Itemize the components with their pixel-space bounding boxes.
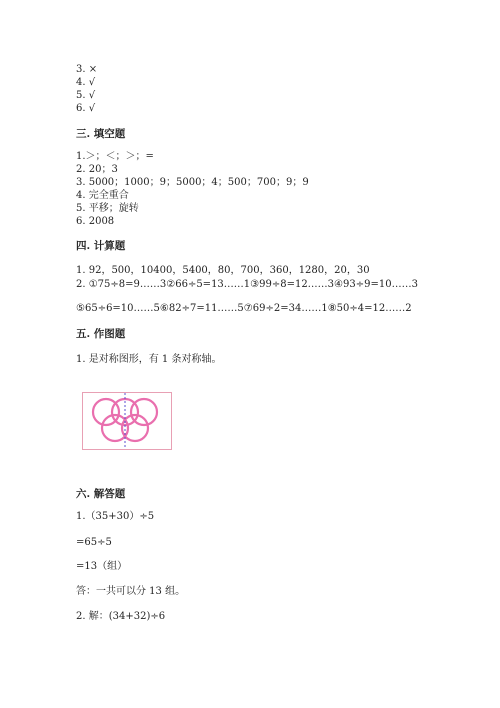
solve-question-2: 2. 解：(34+32)÷6 xyxy=(76,611,166,622)
fill-answer-5: 5. 平移；旋转 xyxy=(76,203,139,214)
draw-answer-1: 1. 是对称图形，有 1 条对称轴。 xyxy=(76,354,222,365)
solve-step-3: =13（组） xyxy=(76,561,128,572)
section-heading-calc: 四. 计算题 xyxy=(76,240,126,252)
judge-answer-4: 4. √ xyxy=(76,77,96,88)
fill-answer-4: 4. 完全重合 xyxy=(76,190,129,201)
fill-answer-6: 6. 2008 xyxy=(76,216,115,227)
fill-answer-3: 3. 5000；1000；9；5000；4；500；700；9；9 xyxy=(76,177,309,188)
solve-step-1: 1.（35+30）÷5 xyxy=(76,511,155,522)
section-heading-fill: 三. 填空题 xyxy=(76,128,126,140)
fill-answer-2: 2. 20；3 xyxy=(76,164,118,175)
solve-answer-1: 答：一共可以分 13 组。 xyxy=(76,586,186,597)
solve-step-2: =65÷5 xyxy=(76,537,112,548)
olympic-rings-figure xyxy=(82,392,172,450)
calc-answer-2-cont: ⑤65÷6=10……5⑥82÷7=11……5⑦69÷2=34……1⑧50÷4=12……2 xyxy=(76,303,412,314)
calc-answer-2: 2. ①75÷8=9……3②66÷5=13……1③99÷8=12……3④93÷9=10……3 xyxy=(76,279,418,290)
judge-answer-5: 5. √ xyxy=(76,90,96,101)
judge-answer-6: 6. √ xyxy=(76,103,96,114)
section-heading-draw: 五. 作图题 xyxy=(76,328,126,340)
judge-answer-3: 3. × xyxy=(76,64,98,75)
section-heading-solve: 六. 解答题 xyxy=(76,488,126,500)
ring-top-right xyxy=(131,399,157,425)
fill-answer-1: 1.＞；＜；＞；= xyxy=(76,151,154,162)
calc-answer-1: 1. 92，500，10400，5400，80，700，360，1280，20，30 xyxy=(76,265,370,276)
